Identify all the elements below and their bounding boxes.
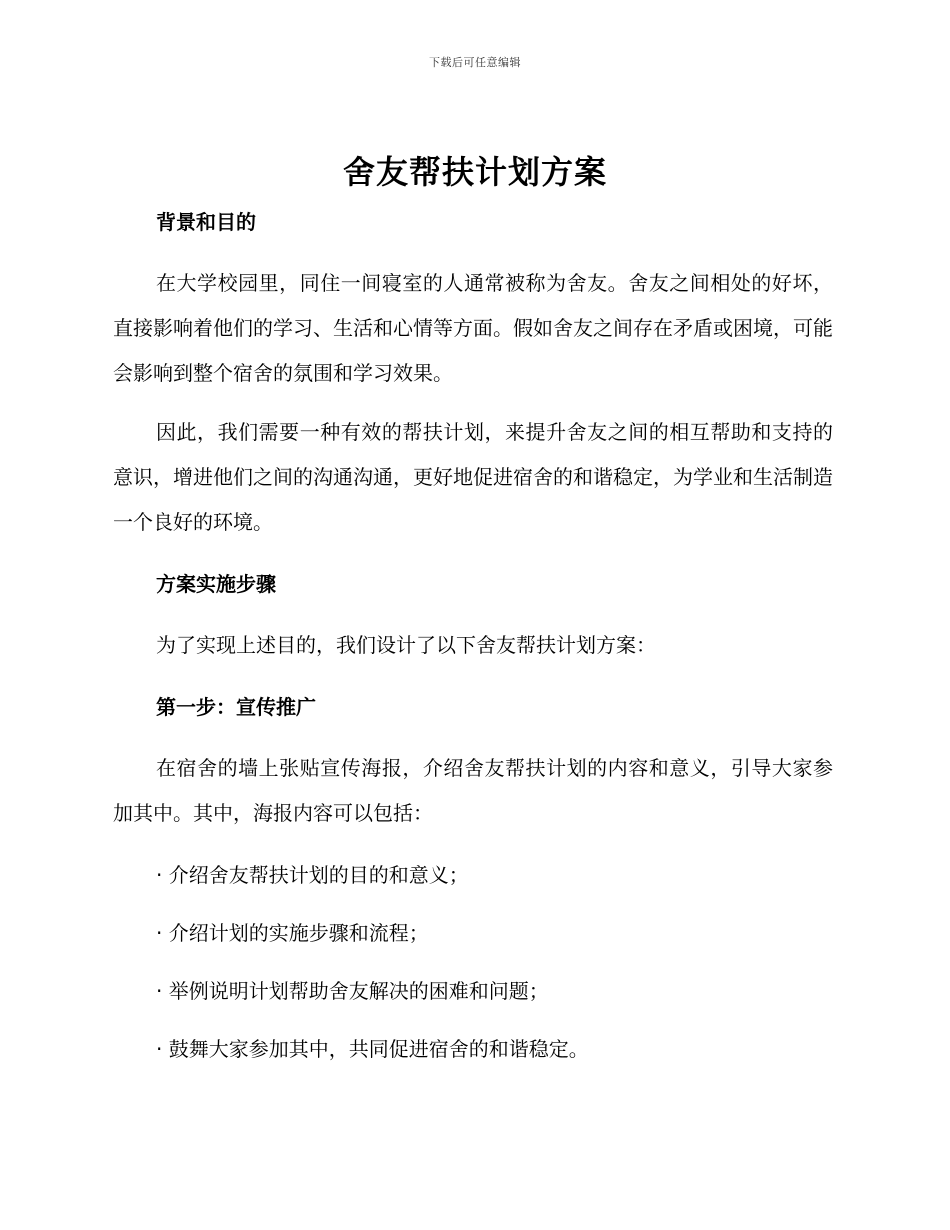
paragraph-background-2: 因此，我们需要一种有效的帮扶计划，来提升舍友之间的相互帮助和支持的意识，增进他们之间的沟通沟通，更好地促进宿舍的和谐稳定，为学业和生活制造一个良好的环境。 [113,420,833,534]
document-body [113,205,833,1066]
paragraph-step1: 在宿舍的墙上张贴宣传海报，介绍舍友帮扶计划的内容和意义，引导大家参加其中。其中，海报内容可以包括： [113,756,833,825]
list-item: · 举例说明计划帮助舍友解决的困难和问题； [156,979,549,1003]
step1-heading: 第一步：宣传推广 [156,695,316,719]
list-item: · 介绍舍友帮扶计划的目的和意义； [156,863,469,887]
document-title: 舍友帮扶计划方案 [342,153,607,191]
list-item: · 鼓舞大家参加其中，共同促进宿舍的和谐稳定。 [156,1037,589,1061]
section-heading-background: 背景和目的 [156,210,256,234]
list-item: · 介绍计划的实施步骤和流程； [156,921,429,945]
paragraph-steps-intro: 为了实现上述目的，我们设计了以下舍友帮扶计划方案： [156,633,656,657]
header-note: 下载后可任意编辑 [429,56,521,69]
section-heading-steps: 方案实施步骤 [156,572,276,596]
paragraph-background-1: 在大学校园里，同住一间寝室的人通常被称为舍友。舍友之间相处的好坏，直接影响着他们的学习、生活和心情等方面。假如舍友之间存在矛盾或困境，可能会影响到整个宿舍的氛围和学习效果。 [113,271,833,385]
